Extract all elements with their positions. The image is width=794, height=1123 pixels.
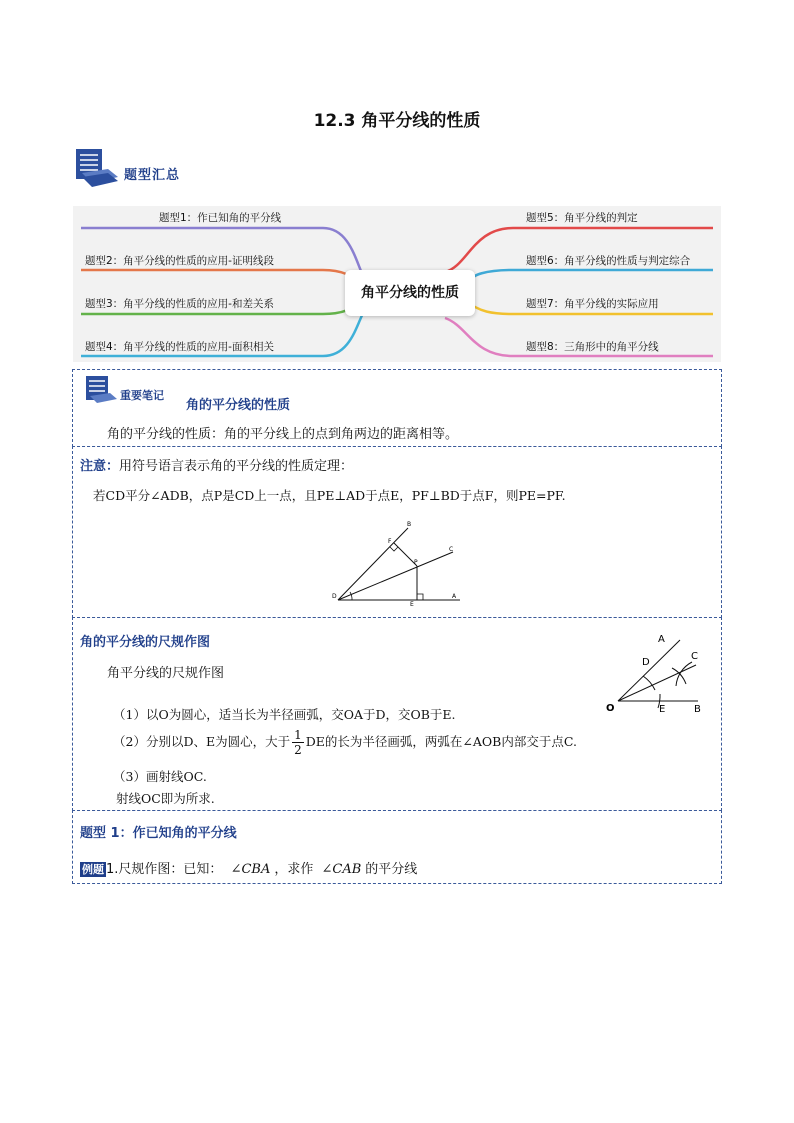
construction-subtitle: 角平分线的尺规作图 [107, 666, 225, 681]
label-b: B [407, 521, 412, 528]
property-text: 角的平分线的性质：角的平分线上的点到角两边的距离相等。 [107, 427, 459, 442]
example-tag: 例题 [82, 863, 104, 876]
label-f: F [388, 538, 392, 545]
step-3: （3）画射线OC. [113, 769, 207, 784]
mindmap-item-2: 题型2：角平分线的性质的应用-证明线段 [85, 255, 274, 267]
example-number: 1 [106, 862, 115, 877]
angle-bisector-figure [328, 518, 463, 608]
type1-heading: 题型 1：作已知角的平分线 [80, 826, 237, 841]
mindmap-item-6: 题型6：角平分线的性质与判定综合 [526, 255, 691, 267]
label-c: C [449, 546, 454, 553]
mindmap-item-5: 题型5：角平分线的判定 [526, 212, 638, 224]
example-1 [80, 858, 417, 877]
branch-line-6 [473, 270, 713, 278]
construction-figure [600, 628, 712, 718]
label-p: P [414, 559, 418, 566]
arc-from-e [676, 662, 692, 686]
note-heading: 角的平分线的性质 [186, 398, 291, 413]
theorem-text: 若CD平分∠ADB，点P是CD上一点，且PE⊥AD于点E，PF⊥BD于点F，则PE=PF. [93, 488, 566, 503]
label-d2: D [642, 657, 650, 668]
step-2 [113, 727, 577, 757]
label-a: A [452, 593, 457, 600]
right-angle-e [417, 594, 423, 600]
book-icon [74, 147, 120, 187]
label-e: E [410, 601, 414, 608]
angle-cab: ∠CAB [321, 862, 362, 877]
mindmap-item-3: 题型3：角平分线的性质的应用-和差关系 [85, 298, 274, 310]
page-title: 12.3 角平分线的性质 [313, 111, 481, 131]
fraction-numerator: 1 [294, 728, 302, 742]
step-1: （1）以O为圆心，适当长为半径画弧，交OA于D，交OB于E. [113, 707, 456, 722]
label-b2: B [694, 704, 701, 715]
label-e2: E [659, 704, 666, 715]
branch-line-2 [81, 270, 373, 290]
fraction-half [292, 728, 304, 757]
note-icon [84, 374, 118, 404]
ray-oc [618, 665, 696, 701]
label-o2: O [606, 703, 615, 714]
fraction-denominator: 2 [294, 743, 302, 757]
attention-line [80, 455, 353, 474]
summary-label: 题型汇总 [124, 168, 181, 183]
angle-arc-d [350, 592, 352, 600]
ray-oa [618, 640, 680, 701]
step-2-part-b: DE的长为半径画弧，两弧在∠AOB内部交于点C. [305, 734, 577, 749]
note-badge: 重要笔记 [120, 389, 164, 402]
attention-label: 注意： [80, 459, 120, 474]
angle-cba: ∠CBA [230, 862, 271, 877]
example-text-b: ，求作 [274, 862, 314, 877]
attention-text: 用符号语言表示角的平分线的性质定理： [119, 459, 354, 474]
mindmap-center: 角平分线的性质 [345, 270, 475, 316]
mindmap-item-1: 题型1：作已知角的平分线 [159, 212, 282, 224]
label-a2: A [658, 634, 665, 645]
ray-dc [338, 552, 453, 600]
arc-de [643, 676, 655, 690]
step-2-part-a: （2）分别以D、E为圆心，大于 [113, 734, 291, 749]
construction-result: 射线OC即为所求. [116, 791, 215, 806]
construction-heading: 角的平分线的尺规作图 [80, 635, 211, 650]
example-text-a: .尺规作图：已知： [114, 862, 223, 877]
mindmap-item-7: 题型7：角平分线的实际应用 [526, 298, 659, 310]
example-text-c: 的平分线 [365, 862, 418, 877]
label-d: D [332, 593, 337, 600]
mindmap-item-8: 题型8：三角形中的角平分线 [526, 341, 659, 353]
ray-db [338, 528, 408, 600]
right-angle-f [390, 547, 398, 551]
mindmap-item-4: 题型4：角平分线的性质的应用-面积相关 [85, 341, 274, 353]
label-c2: C [691, 651, 698, 662]
